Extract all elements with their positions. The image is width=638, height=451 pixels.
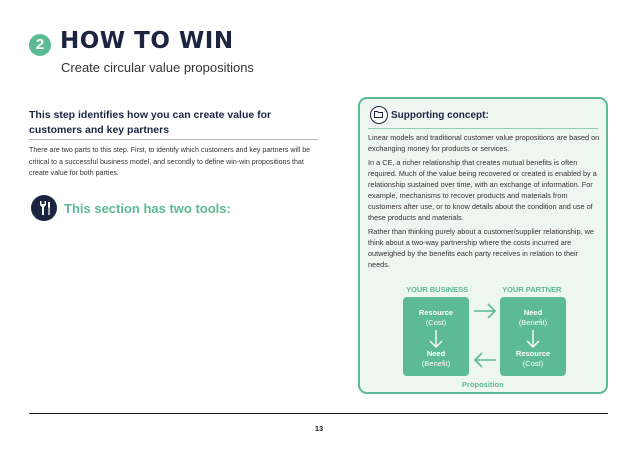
- concept-paragraph: Linear models and traditional customer value propositions are based on exchanging money for products or services.: [368, 133, 600, 153]
- intro-divider: [29, 139, 318, 140]
- folder-icon: [370, 106, 388, 124]
- arrow-right-icon: [473, 303, 497, 319]
- card-divider: [368, 128, 598, 129]
- wrench-screwdriver-icon: [31, 195, 57, 221]
- arrow-down-icon: [525, 329, 541, 349]
- your-partner-label: YOUR PARTNER: [502, 285, 562, 294]
- arrow-left-icon: [473, 352, 497, 368]
- intro-heading: This step identifies how you can create value for customers and key partners: [29, 109, 272, 136]
- supporting-concept-heading: Supporting concept:: [391, 110, 489, 121]
- your-business-label: YOUR BUSINESS: [406, 285, 469, 294]
- concept-paragraph: In a CE, a richer relationship that creates mutual benefits is often required. Much of the value being recovered or created is enabled by a relationship sustained over time, with an exchange of information. For example, mechanisms to recover products and materials from customers after use, or to know details about the condition and use of these products and materials.: [368, 158, 597, 222]
- step-number-badge: 2: [29, 34, 51, 56]
- your-business-box: [403, 297, 469, 376]
- business-benefit-label: (Benefit): [421, 359, 451, 368]
- business-cost-label: (Cost): [425, 318, 447, 327]
- page-title: HOW TO WIN: [60, 28, 234, 54]
- partner-need-label: Need: [523, 308, 543, 317]
- partner-benefit-label: (Benefit): [518, 318, 548, 327]
- partner-cost-label: (Cost): [522, 359, 544, 368]
- arrow-down-icon: [428, 329, 444, 349]
- page-subtitle: Create circular value propositions: [61, 60, 254, 75]
- footer-divider: [29, 413, 608, 414]
- business-resource-label: Resource: [418, 308, 454, 317]
- supporting-concept-body: [368, 132, 600, 273]
- business-need-label: Need: [426, 349, 446, 358]
- partner-resource-label: Resource: [515, 349, 551, 358]
- page-number: 13: [314, 424, 324, 433]
- concept-paragraph: Rather than thinking purely about a customer/supplier relationship, we think about a two-way partnership where the costs incurred are outweighed by the benefits each party receives in relation to their needs.: [368, 227, 594, 269]
- your-partner-box: [500, 297, 566, 376]
- proposition-caption: Proposition: [462, 380, 504, 389]
- tools-heading: This section has two tools:: [64, 201, 231, 216]
- intro-body: There are two parts to this step. First, to identify which customers and key partners will be critical to a successful business model, and secondly to define win-win propositions that create value for both parties.: [29, 146, 311, 177]
